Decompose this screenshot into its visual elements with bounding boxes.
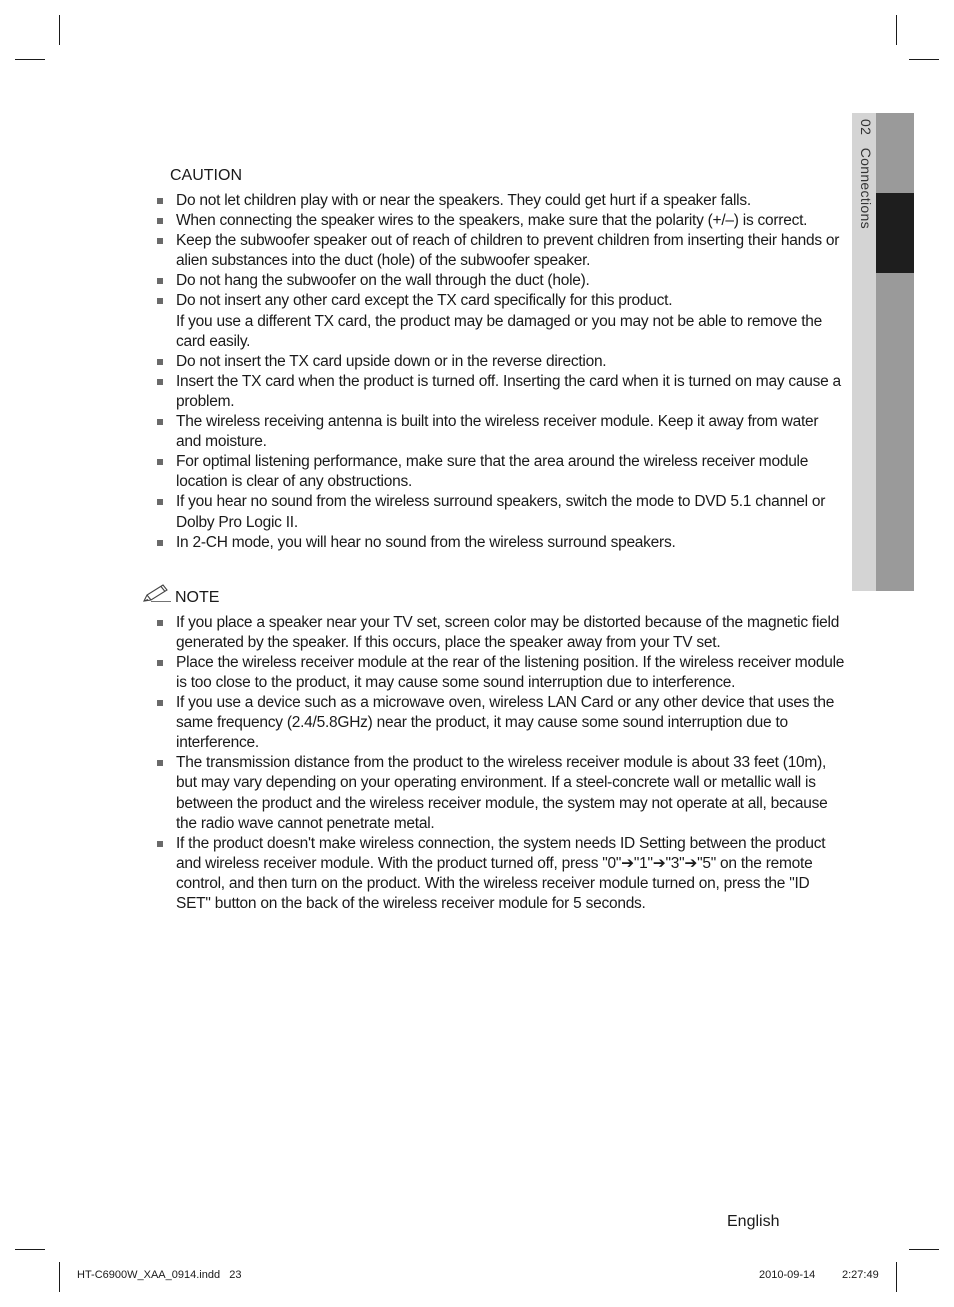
list-item: The transmission distance from the product to the wireless receiver module is about 33 feet (10m), but may vary depending on your operating environment. If a steel-concrete wall or metallic wall is between the product and the wireless receiver module, the system may not operate at all, because the radio wave cannot penetrate metal. bbox=[155, 753, 845, 833]
note-list bbox=[155, 613, 845, 914]
bullet-icon bbox=[157, 620, 163, 626]
list-item: If the product doesn't make wireless connection, the system needs ID Setting between the product and wireless receiver module. With the product turned off, press "0"➔"1"➔"3"➔"5" on the remote control, and then turn on the product. With the wireless receiver module turned on, press the "ID SET" button on the back of the wireless receiver module for 5 seconds. bbox=[155, 834, 845, 914]
main-content bbox=[155, 165, 845, 914]
bullet-icon bbox=[157, 499, 163, 505]
note-heading-row bbox=[155, 587, 845, 609]
slug-time: 2:27:49 bbox=[842, 1269, 879, 1281]
bullet-icon bbox=[157, 278, 163, 284]
list-item: The wireless receiving antenna is built into the wireless receiver module. Keep it away from water and moisture. bbox=[155, 412, 845, 452]
crop-mark bbox=[909, 1249, 939, 1250]
bullet-icon bbox=[157, 298, 163, 304]
list-item: Do not insert any other card except the TX card specifically for this product. If you use a different TX card, the product may be damaged or you may not be able to remove the card easily. bbox=[155, 291, 845, 351]
list-item: In 2-CH mode, you will hear no sound from the wireless surround speakers. bbox=[155, 533, 845, 553]
list-item: Keep the subwoofer speaker out of reach of children to prevent children from inserting their hands or alien substances into the duct (hole) of the subwoofer speaker. bbox=[155, 231, 845, 271]
bullet-icon bbox=[157, 841, 163, 847]
chapter-marker bbox=[876, 193, 914, 273]
bullet-icon bbox=[157, 660, 163, 666]
bullet-icon bbox=[157, 218, 163, 224]
list-item: Do not let children play with or near the speakers. They could get hurt if a speaker falls. bbox=[155, 191, 845, 211]
list-item: If you use a device such as a microwave oven, wireless LAN Card or any other device that uses the same frequency (2.4/5.8GHz) near the product, it may cause some sound interruption due to interference. bbox=[155, 693, 845, 753]
bullet-icon bbox=[157, 540, 163, 546]
bullet-icon bbox=[157, 760, 163, 766]
page-language: English bbox=[727, 1213, 780, 1230]
list-item: Do not insert the TX card upside down or in the reverse direction. bbox=[155, 352, 845, 372]
list-item: When connecting the speaker wires to the speakers, make sure that the polarity (+/–) is correct. bbox=[155, 211, 845, 231]
chapter-number: 02 bbox=[858, 119, 874, 136]
chapter-label bbox=[852, 113, 876, 253]
bullet-icon bbox=[157, 198, 163, 204]
list-item: For optimal listening performance, make sure that the area around the wireless receiver module location is clear of any obstructions. bbox=[155, 452, 845, 492]
list-item: If you hear no sound from the wireless surround speakers, switch the mode to DVD 5.1 channel or Dolby Pro Logic II. bbox=[155, 492, 845, 532]
list-item: Place the wireless receiver module at the rear of the listening position. If the wireless receiver module is too close to the product, it may cause some sound interruption due to interference. bbox=[155, 653, 845, 693]
slug-filename: HT-C6900W_XAA_0914.indd 23 bbox=[77, 1269, 242, 1281]
crop-mark bbox=[909, 59, 939, 60]
caution-heading: CAUTION bbox=[170, 167, 242, 184]
note-heading: NOTE bbox=[175, 588, 220, 606]
crop-mark bbox=[59, 1262, 60, 1292]
bullet-icon bbox=[157, 419, 163, 425]
list-item: Do not hang the subwoofer on the wall through the duct (hole). bbox=[155, 271, 845, 291]
bullet-icon bbox=[157, 459, 163, 465]
crop-mark bbox=[15, 1249, 45, 1250]
caution-list bbox=[155, 191, 845, 553]
list-item: If you place a speaker near your TV set, screen color may be distorted because of the magnetic field generated by the speaker. If this occurs, place the speaker away from your TV set. bbox=[155, 613, 845, 653]
list-item: Insert the TX card when the product is turned off. Inserting the card when it is turned on may cause a problem. bbox=[155, 372, 845, 412]
bullet-icon bbox=[157, 238, 163, 244]
chapter-tab bbox=[852, 113, 914, 591]
bullet-icon bbox=[157, 700, 163, 706]
crop-mark bbox=[896, 15, 897, 45]
bullet-icon bbox=[157, 379, 163, 385]
list-item-continuation: If you use a different TX card, the product may be damaged or you may not be able to remove the card easily. bbox=[176, 312, 823, 350]
pencil-icon bbox=[141, 582, 173, 604]
bullet-icon bbox=[157, 359, 163, 365]
slug-date: 2010-09-14 bbox=[759, 1269, 816, 1281]
chapter-title: Connections bbox=[858, 147, 874, 229]
crop-mark bbox=[59, 15, 60, 45]
crop-mark bbox=[15, 59, 45, 60]
crop-mark bbox=[896, 1262, 897, 1292]
